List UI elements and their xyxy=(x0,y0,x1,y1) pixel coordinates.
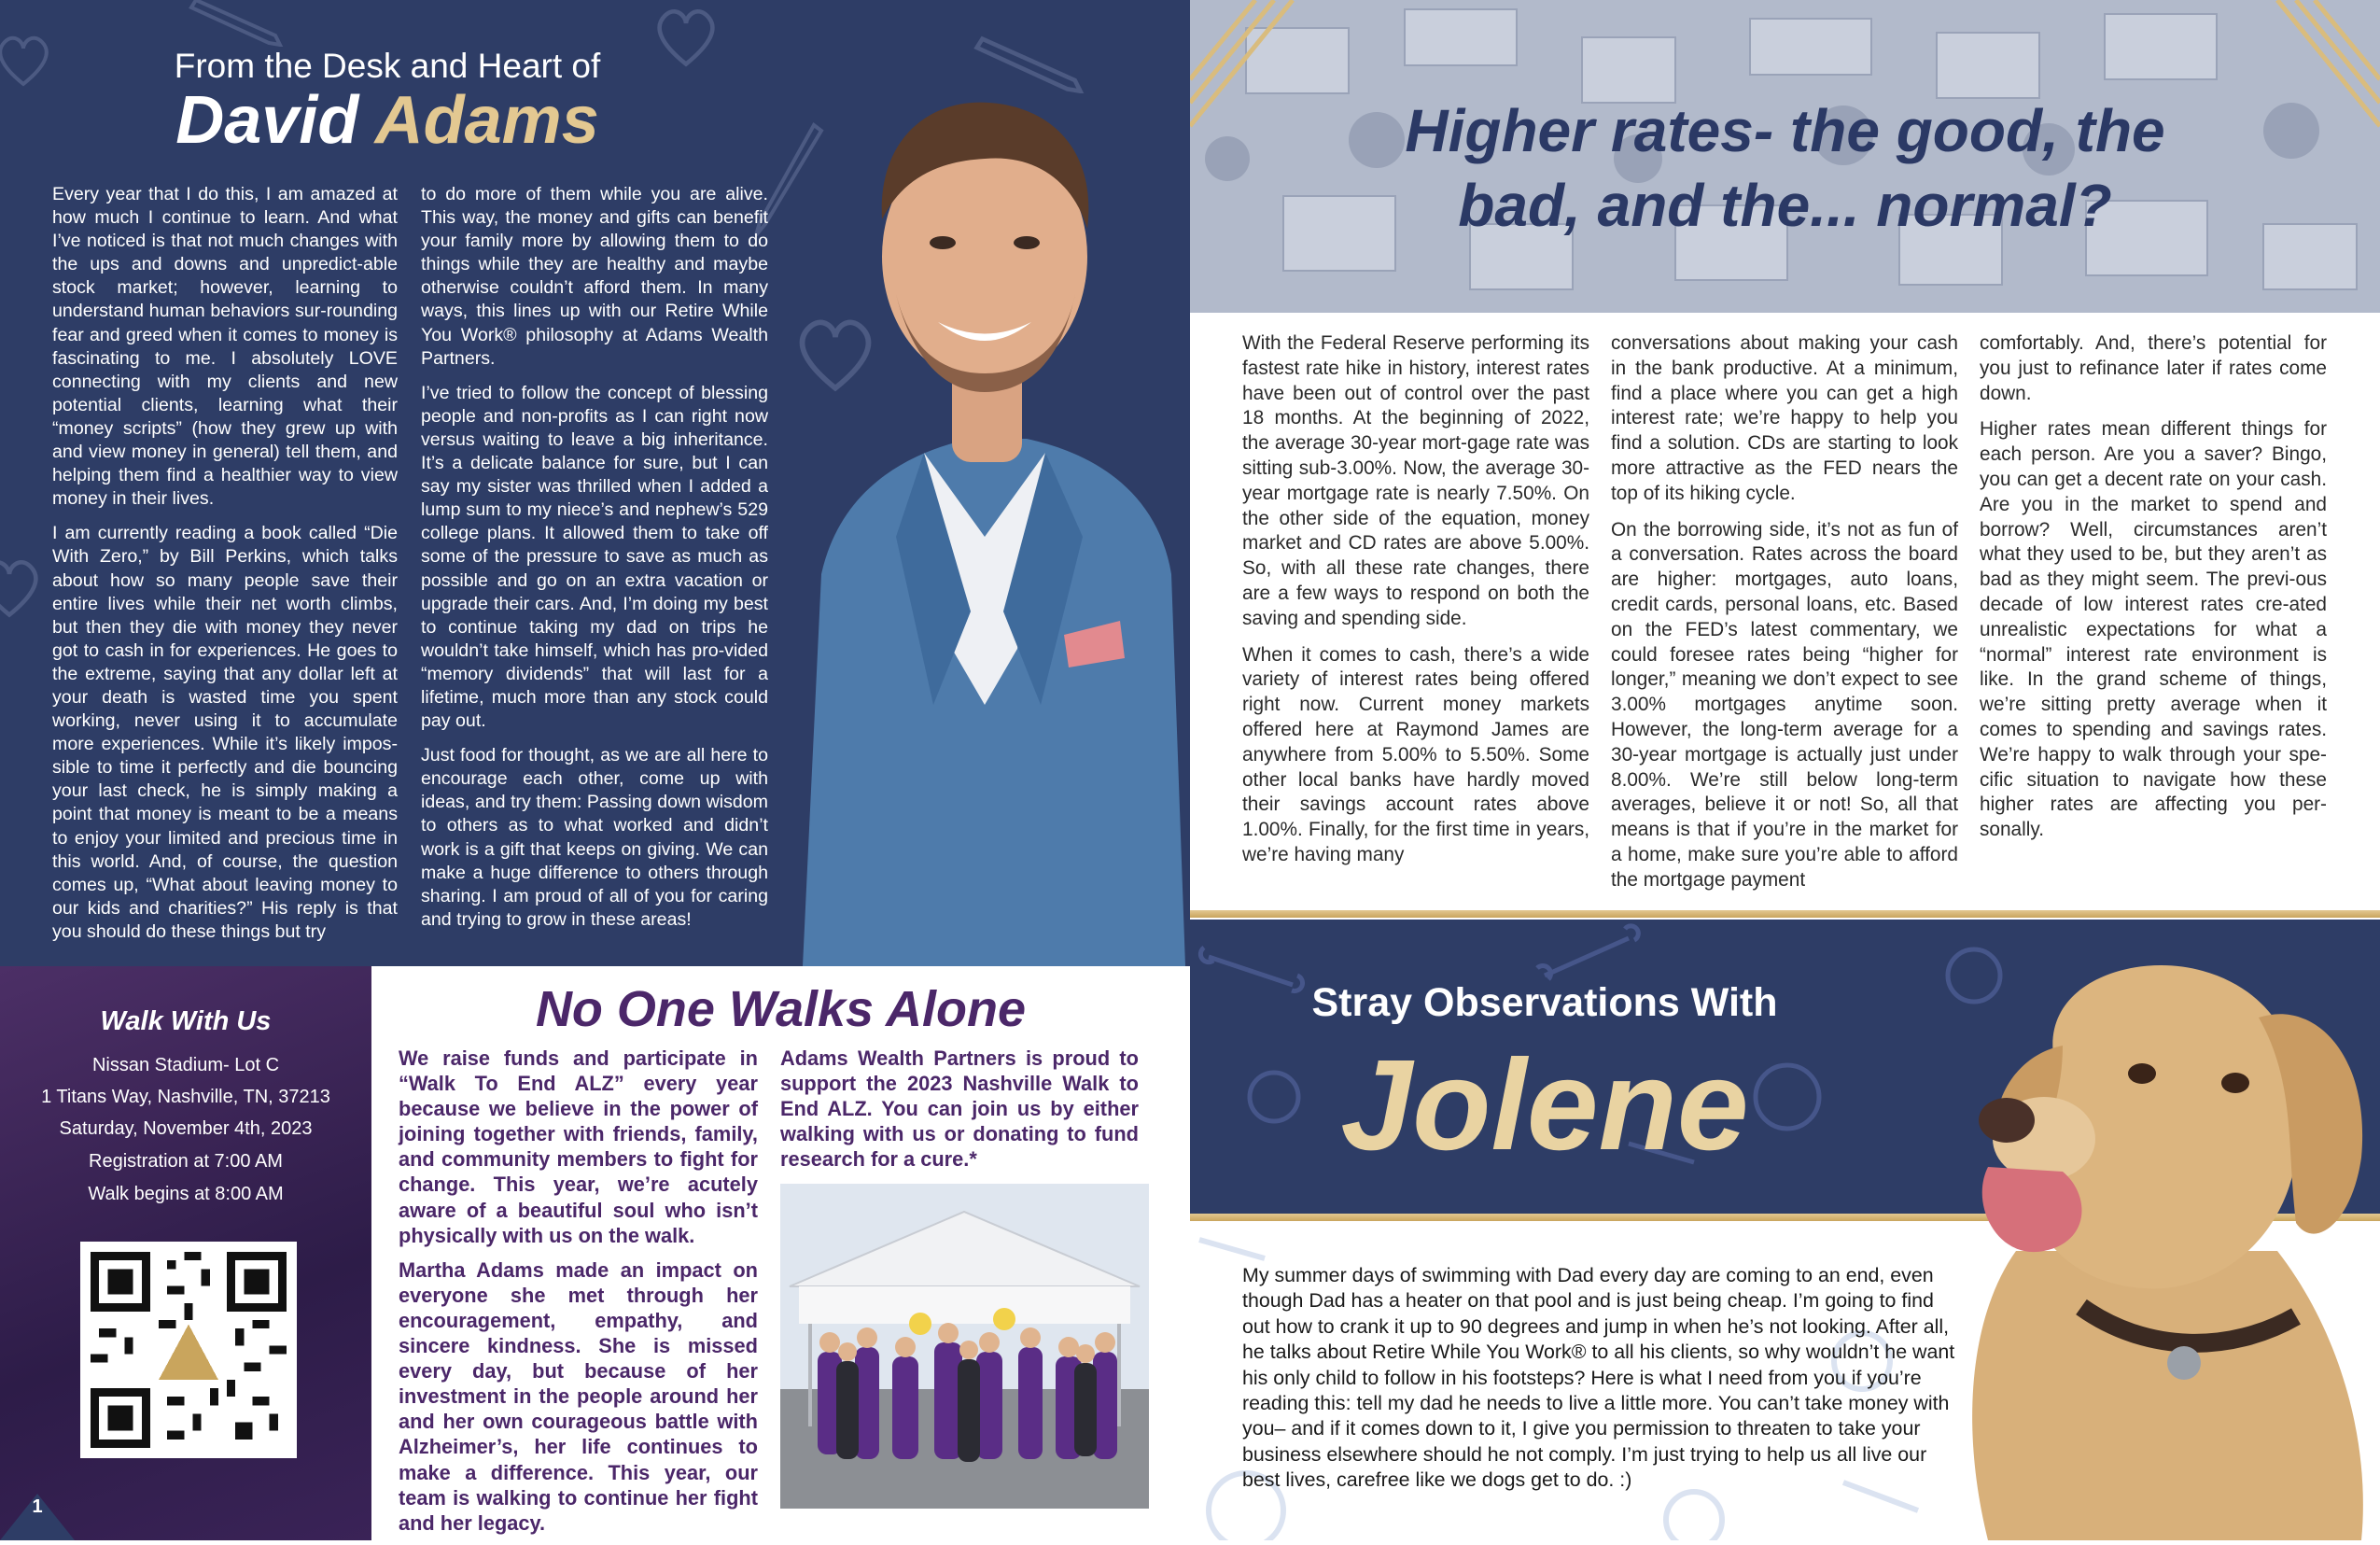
rates-column-3 xyxy=(1980,331,2327,854)
dog-photo xyxy=(1904,943,2380,1540)
bone-icon xyxy=(1199,1240,1265,1258)
walk-article-column-1 xyxy=(399,1046,758,1545)
rates-paragraph: comfortably. And, there’s potential for you just to refinance later if rates come down. xyxy=(1980,332,2327,404)
tennis-ball-icon xyxy=(1666,1492,1722,1540)
rates-paragraph: With the Federal Reserve performing its fastest rate hike in history, interest rates have been out of control over the past 18 months. At the beginning of 2022, the average 30-year mort-gage rate was sitting sub-3.00%. Now, the average 30-year mortgage rate is nearly 7.50%. On the other side of the equation, money market and CD rates are above 5.00%. So, with all these rate changes, there are a few ways to respond on both the saving and spending side. xyxy=(1242,332,1589,629)
walk-article-paragraph: We raise funds and participate in “Walk To End ALZ” every year because we believe in the power of joining together with friends, family, and community members to fight for change. This year, we’re acutely aware of a beautiful soul who isn’t physically with us on the walk. xyxy=(399,1046,758,1247)
walk-title: Walk With Us xyxy=(100,1006,272,1036)
pencil-icon xyxy=(187,0,289,47)
rates-title-line-2: bad, and the... normal? xyxy=(1458,172,2112,239)
rates-paragraph: On the borrowing side, it’s not as fun of a conversation. Rates across the board are higher: mortgages, auto loans, credit cards, personal loans, etc. Based on the FED’s latest commentary, we could foresee rates being “higher for longer,” meaning we don’t expect to see 3.00% mortgages anytime soon. However, the long-term average for a 30-year mortgage is actually just under 8.00%. We’re still below long-term averages, believe it or not! So, all that means is that if you’re in the market for a home, make sure you’re able to afford the mortgage payment xyxy=(1611,518,1958,891)
qr-code-icon[interactable] xyxy=(80,1242,297,1458)
stray-pet-name: Jolene xyxy=(1340,1033,1749,1177)
desk-paragraph: Just food for thought, as we are all here to encourage each other, come up with ideas, and try them: Passing down wisdom to others as to what worked and didn’t work is a gift that keeps on giving. We can make a huge difference to others through sharing. I am proud of all of you for caring and trying to grow in these areas! xyxy=(421,745,768,930)
heart-icon xyxy=(0,551,47,625)
desk-paragraph: I am currently reading a book called “Die With Zero,” by Bill Perkins, which talks about how so many people save their entire lives while their net worth climbs, but then they die with money they never got to cash in for experiences. He goes to the extreme, saying that any dollar left at your death is wasted time you spent working, never using it to accumulate more experiences. While it’s likely impos-sible to time it perfectly and die bouncing your last check, he is simply making a point that money is meant to be a means to enjoy your limited and precious time in this world. And, of course, the question comes up, “What about leaving money to our kids and charities?” His reply is that you should do these things but try xyxy=(52,523,398,942)
rates-paragraph: conversations about making your cash in the bank productive. At a minimum, find a place where you can get a high interest rate; we’re happy to help you find a solution. CDs are starting to look more attractive as the FED nears the top of its hiking cycle. xyxy=(1611,332,1958,504)
desk-column-2 xyxy=(421,183,768,943)
page-number: 1 xyxy=(32,1496,43,1517)
rates-title xyxy=(1190,93,2380,243)
gold-divider xyxy=(1190,910,2380,918)
walk-article-paragraph: Adams Wealth Partners is proud to support the 2023 Nashville Walk to End ALZ. You can join us by either walking with us or donating to fund research for a cure.* xyxy=(780,1046,1139,1172)
rates-paragraph: Higher rates mean different things for each person. Are you a saver? Bingo, you can get a decent rate on your cash. Are you in the market to spend and borrow? Well, circumstances aren’t what they used to be, but they aren’t as bad as they might seem. The previ-ous decade of low interest rates cre-ated unrealistic expectations for what a “normal” interest rate environment is like. In the grand scheme of things, we’re sitting pretty average when it comes to spending and savings rates. We’re happy to walk through your spe-cific situation to navigate how these higher rates are affecting you per-sonally. xyxy=(1980,418,2327,841)
desk-author-name xyxy=(0,82,775,159)
walk-venue: Nissan Stadium- Lot C xyxy=(91,1055,280,1075)
bone-icon xyxy=(1537,926,1638,979)
rates-column-2 xyxy=(1611,331,1958,905)
desk-paragraph: I’ve tried to follow the concept of blessing people and non-profits as I can right now versus waiting to leave a big inheritance. It’s a delicate balance for sure, but I can say my sister was thrilled when I added a lump sum to my niece’s and nephew’s 529 college plans. It allowed them to take off some of the pressure to save as much as possible and go on an extra vacation or upgrade their cars. And, I’m doing my best to continue taking my dad on trips he wouldn’t take himself, which has pro-vided “memory dividends” that will last for a lifetime, much more than any stock could pay out. xyxy=(421,382,768,732)
desk-paragraph: to do more of them while you are alive. This way, the money and gifts can benefit your family more by allowing them to do things while they are healthy and maybe otherwise couldn’t afford them. In many ways, this lines up with our Retire While You Work® philosophy at Adams Wealth Partners. xyxy=(421,184,768,369)
walk-start-time: Walk begins at 8:00 AM xyxy=(88,1184,284,1204)
desk-name-last: Adams xyxy=(374,83,599,158)
walk-article-column-2 xyxy=(780,1046,1139,1181)
stray-kicker: Stray Observations With xyxy=(1311,980,1778,1025)
walk-registration-time: Registration at 7:00 AM xyxy=(89,1151,283,1172)
rates-column-1 xyxy=(1242,331,1589,879)
desk-column-1 xyxy=(52,183,398,955)
walk-address: 1 Titans Way, Nashville, TN, 37213 xyxy=(41,1087,330,1107)
desk-kicker: From the Desk and Heart of xyxy=(174,47,601,85)
walk-date: Saturday, November 4th, 2023 xyxy=(59,1118,313,1139)
walk-article-paragraph: Martha Adams made an impact on everyone she met through her encouragement, empathy, and sincere kindness. She is missed every day, but because of her investment in the people around her and her own courageous battle with Alzheimer’s, her life continues to make a difference. This year, our team is walking to continue her fight and her legacy. xyxy=(399,1257,758,1535)
walk-article-title: No One Walks Alone xyxy=(535,981,1027,1037)
stray-body-text: My summer days of swimming with Dad every day are coming to an end, even though Dad has a heater on that pool and is just being cheap. I’m going to find out how to crank it up to 90 degrees and jump in when he’s not looking. After all, he talks about Retire While You Work® to all his clients, so why wouldn’t he want his only child to follow in his footsteps? Here is what I need from you if you’re reading this: tell my dad he needs to live a little more. You can’t take money with you– and if it comes down to it, I give you permission to threaten to take your business elsewhere should he not comply. I’m just trying to help us all live our best lives, carefree like we dogs get to do. :) xyxy=(1242,1264,1955,1492)
desk-name-first: David xyxy=(175,83,359,158)
team-walk-photo xyxy=(780,1184,1149,1509)
desk-paragraph: Every year that I do this, I am amazed at how much I continue to learn. And what I’ve noticed is that not much changes with the ups and downs and unpredict-able stock market; however, learning to understand human behaviors sur-rounding fear and greed when it comes to money is fascinating to me. I absolutely LOVE connecting with my clients and new potential clients, learning what their “money scripts” (how they grew up with and view money in general) tell them, and helping them find a healthier way to view money in their lives. xyxy=(52,184,398,510)
author-portrait xyxy=(784,51,1185,966)
rates-paragraph: When it comes to cash, there’s a wide variety of interest rates being offered right now. Current money markets offered here at Raymond James are anywhere from 5.00% to 5.50%. Some other local banks have hardly moved their savings account rates above 1.00%. Finally, for the first time in years, we’re having many xyxy=(1242,643,1589,865)
rates-title-line-1: Higher rates- the good, the xyxy=(1405,97,2165,164)
